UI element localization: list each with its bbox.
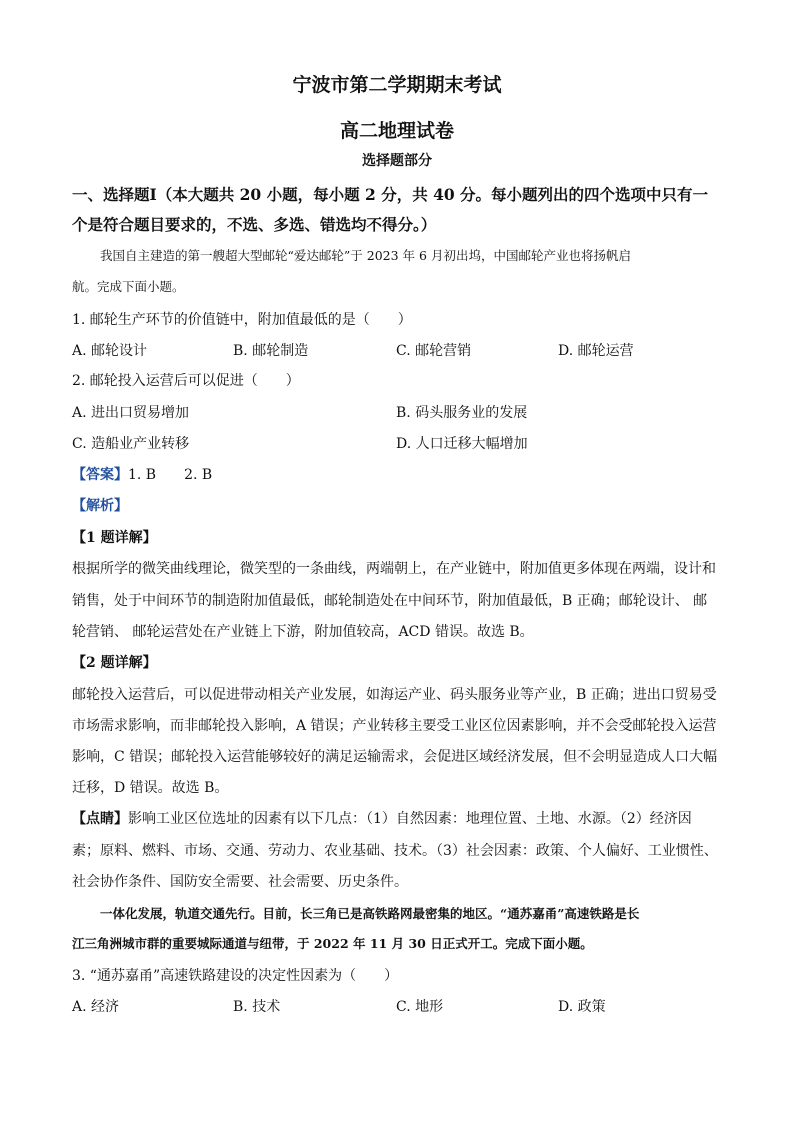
- q2-option-a: A. 进出口贸易增加: [72, 405, 190, 421]
- answer-label: 【答案】: [72, 467, 128, 483]
- tip-line1: [72, 808, 692, 828]
- section-heading-line2: 个是符合题目要求的，不选、多选、错选均不得分。）: [72, 215, 437, 234]
- section-heading-line1: 一、选择题Ⅰ（本大题共 20 小题，每小题 2 分，共 40 分。每小题列出的四个选项中只有一: [72, 185, 709, 204]
- tip-line2: 素；原料、燃料、市场、交通、劳动力、农业基础、技术。（3）社会因素：政策、个人偏好、工业惯性、: [72, 843, 718, 859]
- q3-option-d: D. 政策: [558, 999, 606, 1015]
- passage2-line2: 江三角洲城市群的重要城际通道与纽带，于 2022 年 11 月 30 日正式开工。完成下面小题。: [72, 936, 593, 951]
- q2-option-b: B. 码头服务业的发展: [396, 405, 528, 421]
- part-title: 选择题部分: [362, 153, 432, 169]
- detail1-line3: 轮营销、 邮轮运营处在产业链上下游，附加值较高，ACD 错误。故选 B。: [72, 624, 534, 640]
- detail2-line3: 影响，C 错误；邮轮投入运营能够较好的满足运输需求，会促进区域经济发展，但不会明显造成人口大幅: [72, 749, 718, 765]
- tip-line3: 社会协作条件、国防安全需要、社会需要、历史条件。: [72, 874, 408, 890]
- q3-option-b: B. 技术: [233, 999, 281, 1015]
- detail1-line2: 销售，处于中间环节的制造附加值最低，邮轮制造处在中间环节，附加值最低，B 正确；邮轮设计、 邮: [72, 593, 708, 609]
- q2-stem: 2. 邮轮投入运营后可以促进（ ）: [72, 373, 300, 389]
- q1-option-c: C. 邮轮营销: [396, 343, 472, 359]
- detail2-label: 【2 题详解】: [72, 655, 157, 671]
- detail2-line1: 邮轮投入运营后，可以促进带动相关产业发展，如海运产业、码头服务业等产业，B 正确；进出口贸易受: [72, 687, 717, 703]
- answer-line: [72, 464, 212, 484]
- detail1-label: 【1 题详解】: [72, 530, 157, 546]
- q2-option-c: C. 造船业产业转移: [72, 436, 190, 452]
- paper-title: 高二地理试卷: [339, 120, 454, 142]
- q3-option-c: C. 地形: [396, 999, 444, 1015]
- tip-label: 【点睛】: [72, 811, 128, 827]
- q2-option-d: D. 人口迁移大幅增加: [396, 436, 528, 452]
- q1-option-d: D. 邮轮运营: [558, 343, 634, 359]
- q1-option-a: A. 邮轮设计: [72, 343, 148, 359]
- q1-stem: 1. 邮轮生产环节的价值链中，附加值最低的是（ ）: [72, 312, 412, 328]
- detail2-line4: 迁移，D 错误。故选 B。: [72, 780, 229, 796]
- tip-text1: 影响工业区位选址的因素有以下几点：（1）自然因素：地理位置、土地、水源。（2）经济因: [128, 811, 692, 827]
- answer-text: 1. B 2. B: [128, 467, 213, 483]
- q3-option-a: A. 经济: [72, 999, 120, 1015]
- q1-option-b: B. 邮轮制造: [233, 343, 309, 359]
- passage1-line1: 我国自主建造的第一艘超大型邮轮“爱达邮轮”于 2023 年 6 月初出坞，中国邮轮产业也将扬帆启: [100, 248, 631, 263]
- analysis-label: 【解析】: [72, 498, 128, 514]
- q3-stem: 3. “通苏嘉甬”高速铁路建设的决定性因素为（ ）: [72, 968, 399, 984]
- passage2-line1: 一体化发展，轨道交通先行。目前，长三角已是高铁路网最密集的地区。“通苏嘉甬”高速铁路是长: [100, 906, 640, 921]
- detail2-line2: 市场需求影响，而非邮轮投入影响，A 错误；产业转移主要受工业区位因素影响，并不会受邮轮投入运营: [72, 718, 717, 734]
- detail1-line1: 根据所学的微笑曲线理论，微笑型的一条曲线，两端朝上，在产业链中，附加值更多体现在两端，设计和: [72, 561, 716, 577]
- school-title: 宁波市第二学期期末考试: [292, 74, 502, 96]
- passage1-line2: 航。完成下面小题。: [72, 279, 185, 294]
